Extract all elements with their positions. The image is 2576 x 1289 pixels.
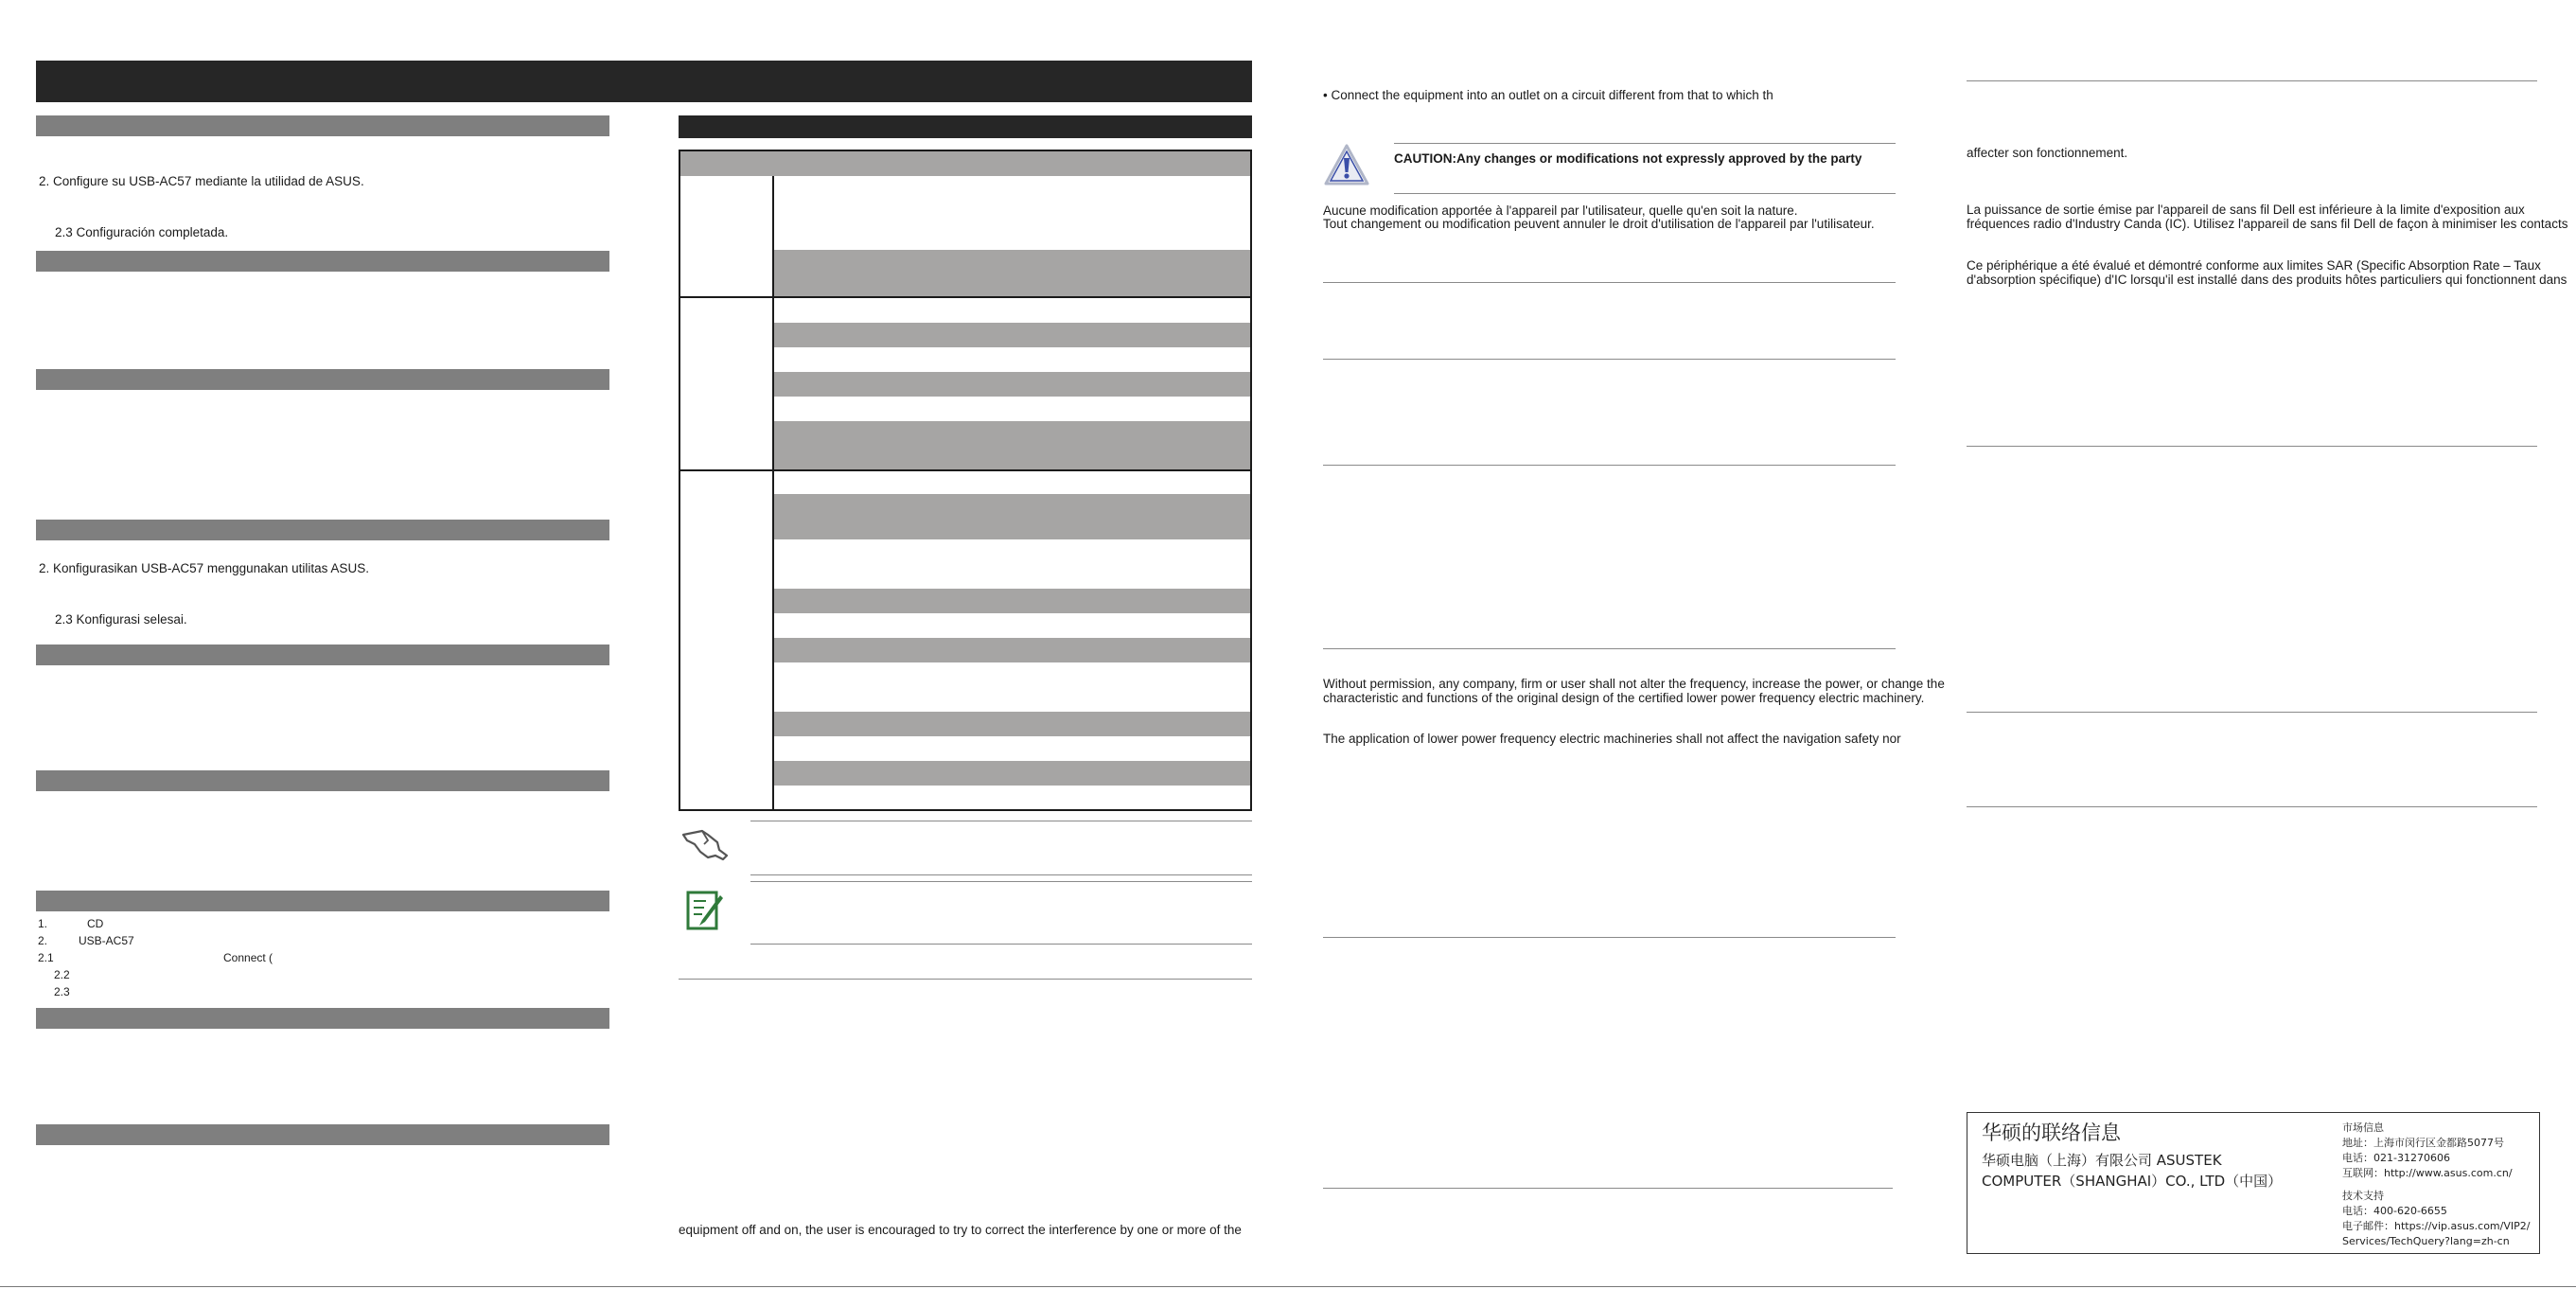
table-band-6 <box>774 589 1250 613</box>
market-phone: 电话：021-31270606 <box>2342 1152 2450 1164</box>
warning-triangle-icon <box>1323 143 1370 186</box>
support-email-2: Services/TechQuery?lang=zh-cn <box>2342 1235 2510 1247</box>
table-band-3 <box>774 372 1250 397</box>
short-list-2-num: 2. <box>38 934 48 947</box>
support-email-1: 电子邮件：https://vip.asus.com/VIP2/ <box>2342 1220 2531 1232</box>
caution-text: CAUTION:Any changes or modifications not expressly approved by the party <box>1394 151 1862 166</box>
notepad-pencil-icon <box>685 888 725 933</box>
table-header-band <box>680 151 1250 176</box>
col3-rule-2 <box>1323 359 1896 360</box>
table-band-1 <box>774 250 1250 296</box>
sar-line-1: Ce périphérique a été évalué et démontré conforme aux limites SAR (Specific Absorption Rate – Taux <box>1967 258 2541 273</box>
col3-rule-6 <box>1323 1188 1893 1189</box>
spanish-step-2: 2. Configure su USB-AC57 mediante la utilidad de ASUS. <box>39 174 364 188</box>
company-line-2: COMPUTER（SHANGHAI）CO., LTD（中国） <box>1982 1173 2283 1190</box>
table-band-2 <box>774 323 1250 347</box>
contact-title: 华硕的联络信息 <box>1982 1121 2121 1144</box>
short-list-4-num: 2.2 <box>54 968 70 981</box>
hand-pointer-icon <box>679 821 732 865</box>
col2-footer-text: equipment off and on, the user is encouraged to try to correct the interference by one or more of the <box>679 1223 1242 1237</box>
note-rule-bottom <box>750 874 1252 875</box>
col3-rule-3 <box>1323 465 1896 466</box>
short-list-5-num: 2.3 <box>54 985 70 998</box>
short-list-3-text: Connect ( <box>223 951 273 964</box>
market-heading: 市场信息 <box>2342 1121 2384 1134</box>
col4-rule-1 <box>1967 80 2537 81</box>
section-bar-3 <box>36 369 609 390</box>
puissance-line-2: fréquences radio d'Industry Canda (IC). Utilisez l'appareil de sans fil Dell de façon à minimiser les contacts <box>1967 217 2568 231</box>
bottom-edge-rule <box>0 1286 2576 1287</box>
top-header-bar <box>36 61 1252 102</box>
short-list-3-num: 2.1 <box>38 951 54 964</box>
permission-line-2: characteristic and functions of the original design of the certified lower power frequency electric machinery. <box>1323 691 1925 705</box>
french-line-1: Aucune modification apportée à l'appareil par l'utilisateur, quelle qu'en soit la nature. <box>1323 203 1798 218</box>
short-list-1-text: CD <box>87 917 104 930</box>
col2-divider <box>679 979 1252 980</box>
section-bar-2 <box>36 251 609 272</box>
indonesian-step-2-3: 2.3 Konfigurasi selesai. <box>55 612 187 627</box>
market-website: 互联网：http://www.asus.com.cn/ <box>2342 1167 2513 1179</box>
spec-table <box>679 150 1252 811</box>
market-address: 地址：上海市闵行区金都路5077号 <box>2342 1137 2504 1149</box>
section-bar-8 <box>36 1008 609 1029</box>
section-bar-5 <box>36 644 609 665</box>
table-band-7 <box>774 638 1250 662</box>
table-group-divider-2 <box>680 469 1250 471</box>
caution-rule-top <box>1394 143 1896 144</box>
support-heading: 技术支持 <box>2342 1190 2384 1202</box>
col4-rule-4 <box>1967 806 2537 807</box>
table-band-8 <box>774 712 1250 736</box>
sar-line-2: d'absorption spécifique) d'IC lorsqu'il est installé dans des produits hôtes particuliers qui fonctionnent dans <box>1967 273 2567 287</box>
indonesian-step-2: 2. Konfigurasikan USB-AC57 menggunakan utilitas ASUS. <box>39 561 369 575</box>
section-bar-6 <box>36 770 609 791</box>
permission-line-1: Without permission, any company, firm or user shall not alter the frequency, increase the power, or change the <box>1323 677 1945 691</box>
caution-rule-bottom <box>1394 193 1896 194</box>
section-bar-indonesian <box>36 520 609 540</box>
table-group-divider-1 <box>680 296 1250 298</box>
asus-contact-box <box>1967 1112 2540 1254</box>
memo-rule-top <box>750 881 1252 882</box>
puissance-line-1: La puissance de sortie émise par l'appareil de sans fil Dell est inférieure à la limite d'exposition aux <box>1967 203 2525 217</box>
table-header-bar <box>679 115 1252 138</box>
memo-rule-bottom <box>750 944 1252 945</box>
col4-rule-2 <box>1967 446 2537 447</box>
connect-bullet: • Connect the equipment into an outlet on a circuit different from that to which th <box>1323 88 1773 102</box>
section-bar-9 <box>36 1124 609 1145</box>
col3-rule-1 <box>1323 282 1896 283</box>
table-band-5 <box>774 494 1250 539</box>
short-list-1-num: 1. <box>38 917 48 930</box>
support-phone: 电话：400-620-6655 <box>2342 1205 2447 1217</box>
french-line-2: Tout changement ou modification peuvent annuler le droit d'utilisation de l'appareil par l'utilisateur. <box>1323 217 1875 231</box>
section-bar-spanish <box>36 115 609 136</box>
section-bar-7 <box>36 891 609 911</box>
spanish-step-2-3: 2.3 Configuración completada. <box>55 225 229 239</box>
col3-rule-4 <box>1323 648 1896 649</box>
table-band-9 <box>774 761 1250 786</box>
col3-rule-5 <box>1323 937 1896 938</box>
application-text: The application of lower power frequency electric machineries shall not affect the navigation safety nor <box>1323 732 1901 746</box>
affecter-text: affecter son fonctionnement. <box>1967 146 2128 160</box>
company-line-1: 华硕电脑（上海）有限公司 ASUSTEK <box>1982 1152 2222 1169</box>
table-band-4 <box>774 421 1250 469</box>
short-list-2-text: USB-AC57 <box>79 934 134 947</box>
col4-rule-3 <box>1967 712 2537 713</box>
